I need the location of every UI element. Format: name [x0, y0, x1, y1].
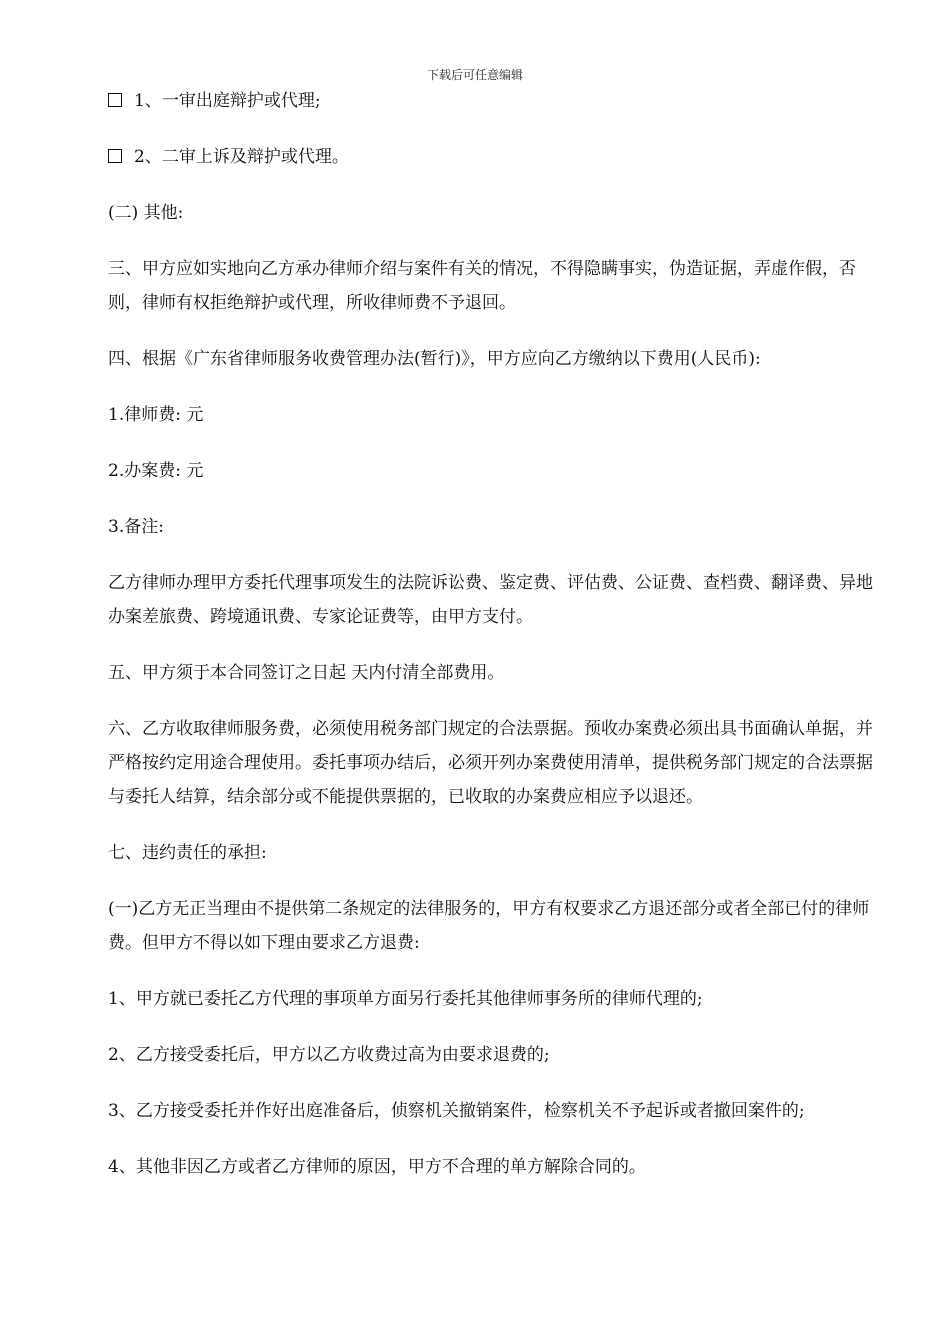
paragraph: 2.办案费: 元: [108, 461, 204, 481]
paragraph: 4、其他非因乙方或者乙方律师的原因，甲方不合理的单方解除合同的。: [108, 1157, 646, 1177]
paragraph: 1.律师费: 元: [108, 405, 204, 425]
paragraph: 五、甲方须于本合同签订之日起 天内付清全部费用。: [108, 663, 505, 683]
paragraph: 六、乙方收取律师服务费，必须使用税务部门规定的合法票据。预收办案费必须出具书面确认单据，并严格按约定用途合理使用。委托事项办结后，必须开列办案费使用清单，提供税务部门规定的合法票据与委托人结算，结余部分或不能提供票据的，已收取的办案费应相应予以退还。: [108, 719, 873, 807]
paragraph: 三、甲方应如实地向乙方承办律师介绍与案件有关的情况，不得隐瞒事实，伪造证据，弄虚作假，否则，律师有权拒绝辩护或代理，所收律师费不予退回。: [108, 259, 856, 313]
header-note: 下载后可任意编辑: [426, 68, 523, 82]
paragraph: 乙方律师办理甲方委托代理事项发生的法院诉讼费、鉴定费、评估费、公证费、查档费、翻译费、异地办案差旅费、跨境通讯费、专家论证费等，由甲方支付。: [108, 573, 873, 627]
paragraph: 3、乙方接受委托并作好出庭准备后，侦察机关撤销案件，检察机关不予起诉或者撤回案件的;: [108, 1101, 805, 1121]
document-body: [108, 84, 888, 1206]
checkbox-label: 1、一审出庭辩护或代理;: [134, 91, 321, 111]
paragraph: 四、根据《广东省律师服务收费管理办法(暂行)》，甲方应向乙方缴纳以下费用(人民币):: [108, 349, 761, 369]
paragraph: 1、甲方就已委托乙方代理的事项单方面另行委托其他律师事务所的律师代理的;: [108, 989, 703, 1009]
checkbox-item: [108, 140, 888, 174]
paragraph: (二) 其他:: [108, 203, 184, 223]
checkbox-item: [108, 84, 888, 118]
paragraph: 七、违约责任的承担:: [108, 843, 267, 863]
checkbox-icon[interactable]: [108, 93, 122, 107]
paragraph: 3.备注:: [108, 517, 164, 537]
paragraph: (一)乙方无正当理由不提供第二条规定的法律服务的，甲方有权要求乙方退还部分或者全部已付的律师费。但甲方不得以如下理由要求乙方退费:: [108, 899, 870, 953]
checkbox-label: 2、二审上诉及辩护或代理。: [134, 147, 349, 167]
checkbox-icon[interactable]: [108, 149, 122, 163]
paragraph: 2、乙方接受委托后，甲方以乙方收费过高为由要求退费的;: [108, 1045, 550, 1065]
